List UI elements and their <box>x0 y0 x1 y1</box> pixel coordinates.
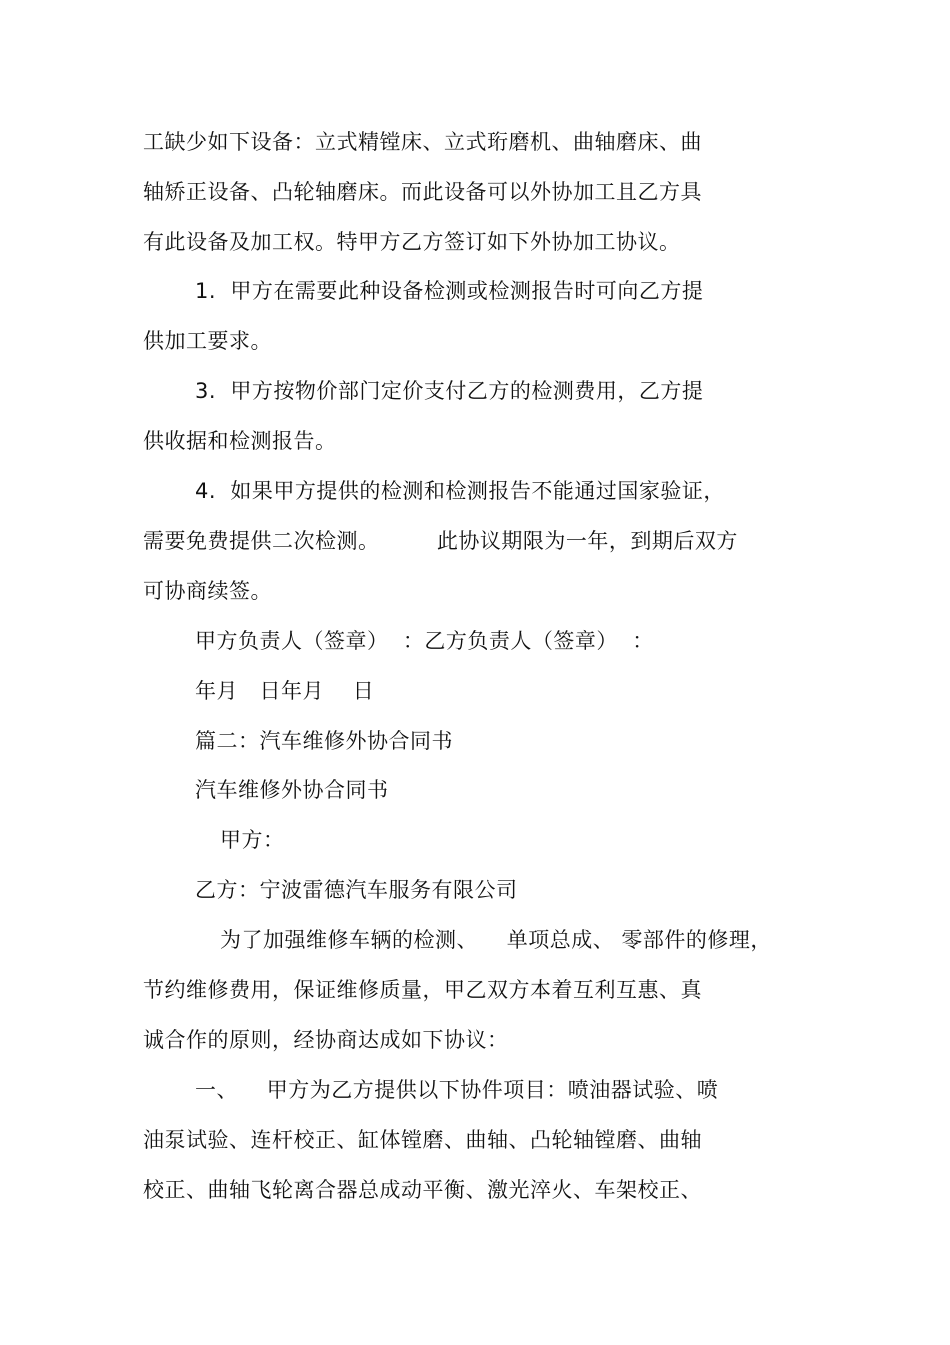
party-a-line: 甲方： <box>220 828 285 852</box>
text-line: 轴矫正设备、凸轮轴磨床。而此设备可以外协加工且乙方具 <box>143 180 702 204</box>
text-line: 工缺少如下设备：立式精镗床、立式珩磨机、曲轴磨床、曲 <box>143 130 702 154</box>
date-line: 年月 日年月 日 <box>195 679 375 703</box>
list-item-4: 4. 如果甲方提供的检测和检测报告不能通过国家验证， <box>195 479 725 503</box>
contract-title: 汽车维修外协合同书 <box>195 778 389 802</box>
text-line: 供加工要求。 <box>143 329 272 353</box>
text-line: 诚合作的原则，经协商达成如下协议： <box>143 1028 509 1052</box>
text-line: 油泵试验、连杆校正、缸体镗磨、曲轴、凸轮轴镗磨、曲轴 <box>143 1128 702 1152</box>
clause-one: 一、 甲方为乙方提供以下协件项目：喷油器试验、喷 <box>195 1078 719 1102</box>
party-b-line: 乙方：宁波雷德汽车服务有限公司 <box>195 878 518 902</box>
list-item-3: 3. 甲方按物价部门定价支付乙方的检测费用，乙方提 <box>195 379 704 403</box>
text-line: 供收据和检测报告。 <box>143 429 337 453</box>
text-line: 节约维修费用，保证维修质量，甲乙双方本着互利互惠、真 <box>143 978 702 1002</box>
text-line: 校正、曲轴飞轮离合器总成动平衡、激光淬火、车架校正、 <box>143 1178 702 1202</box>
section-heading: 篇二：汽车维修外协合同书 <box>195 729 453 753</box>
text-line: 有此设备及加工权。特甲方乙方签订如下外协加工协议。 <box>143 230 681 254</box>
list-item-1: 1. 甲方在需要此种设备检测或检测报告时可向乙方提 <box>195 279 704 303</box>
text-line: 可协商续签。 <box>143 579 272 603</box>
signature-line: 甲方负责人（签章） ：乙方负责人（签章） ： <box>195 629 654 653</box>
text-line: 需要免费提供二次检测。 此协议期限为一年，到期后双方 <box>143 529 738 553</box>
text-line: 为了加强维修车辆的检测、 单项总成、 零部件的修理， <box>220 928 772 952</box>
